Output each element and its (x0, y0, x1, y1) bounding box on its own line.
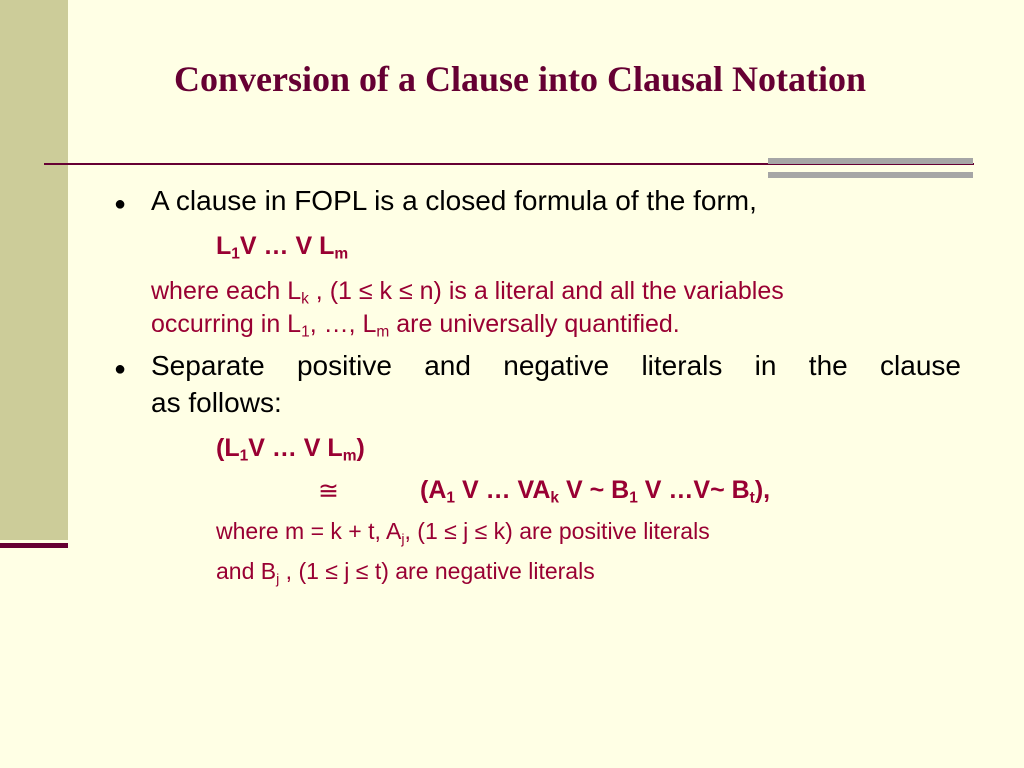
bullet-2-text-line-1: Separate positive and negative literals in the clause (151, 350, 961, 381)
bullet-1-text: A clause in FOPL is a closed formula of the form, (151, 185, 757, 216)
bullet-2-text-line-2: as follows: (151, 387, 282, 418)
bullet-icon: ● (114, 193, 127, 215)
congruence-symbol: ≅ (318, 477, 339, 505)
bullet-1-formula: $L_1V$ … V $L_m$ (216, 232, 349, 263)
bullet-2-where-line-1: where m = k + t, $A_j$, (1 ≤ j ≤ k) are positive literals (216, 518, 710, 548)
divider-accent-bottom (768, 172, 973, 178)
divider-accent-top (768, 158, 973, 164)
bullet-2-formula-left: ($L_1V$ … V $L_m$) (216, 434, 365, 465)
slide-title: Conversion of a Clause into Clausal Notation (173, 59, 867, 99)
bullet-icon: ● (114, 358, 127, 380)
bullet-1-note-line-1: where each $L_k$ , (1 ≤ k ≤ n) is a literal and all the variables (151, 277, 784, 308)
bullet-2-formula-right: ($A_1$ V … $VA_k$ V ~ $B_1$ V …V~ $B_t$), (420, 476, 771, 507)
bullet-2-where-line-2: and $B_j$ , (1 ≤ j ≤ t) are negative literals (216, 558, 595, 588)
bullet-1-note-line-2: occurring in $L_1$, …, $L_m$ are universally quantified. (151, 310, 680, 341)
left-band-underline (0, 543, 68, 548)
